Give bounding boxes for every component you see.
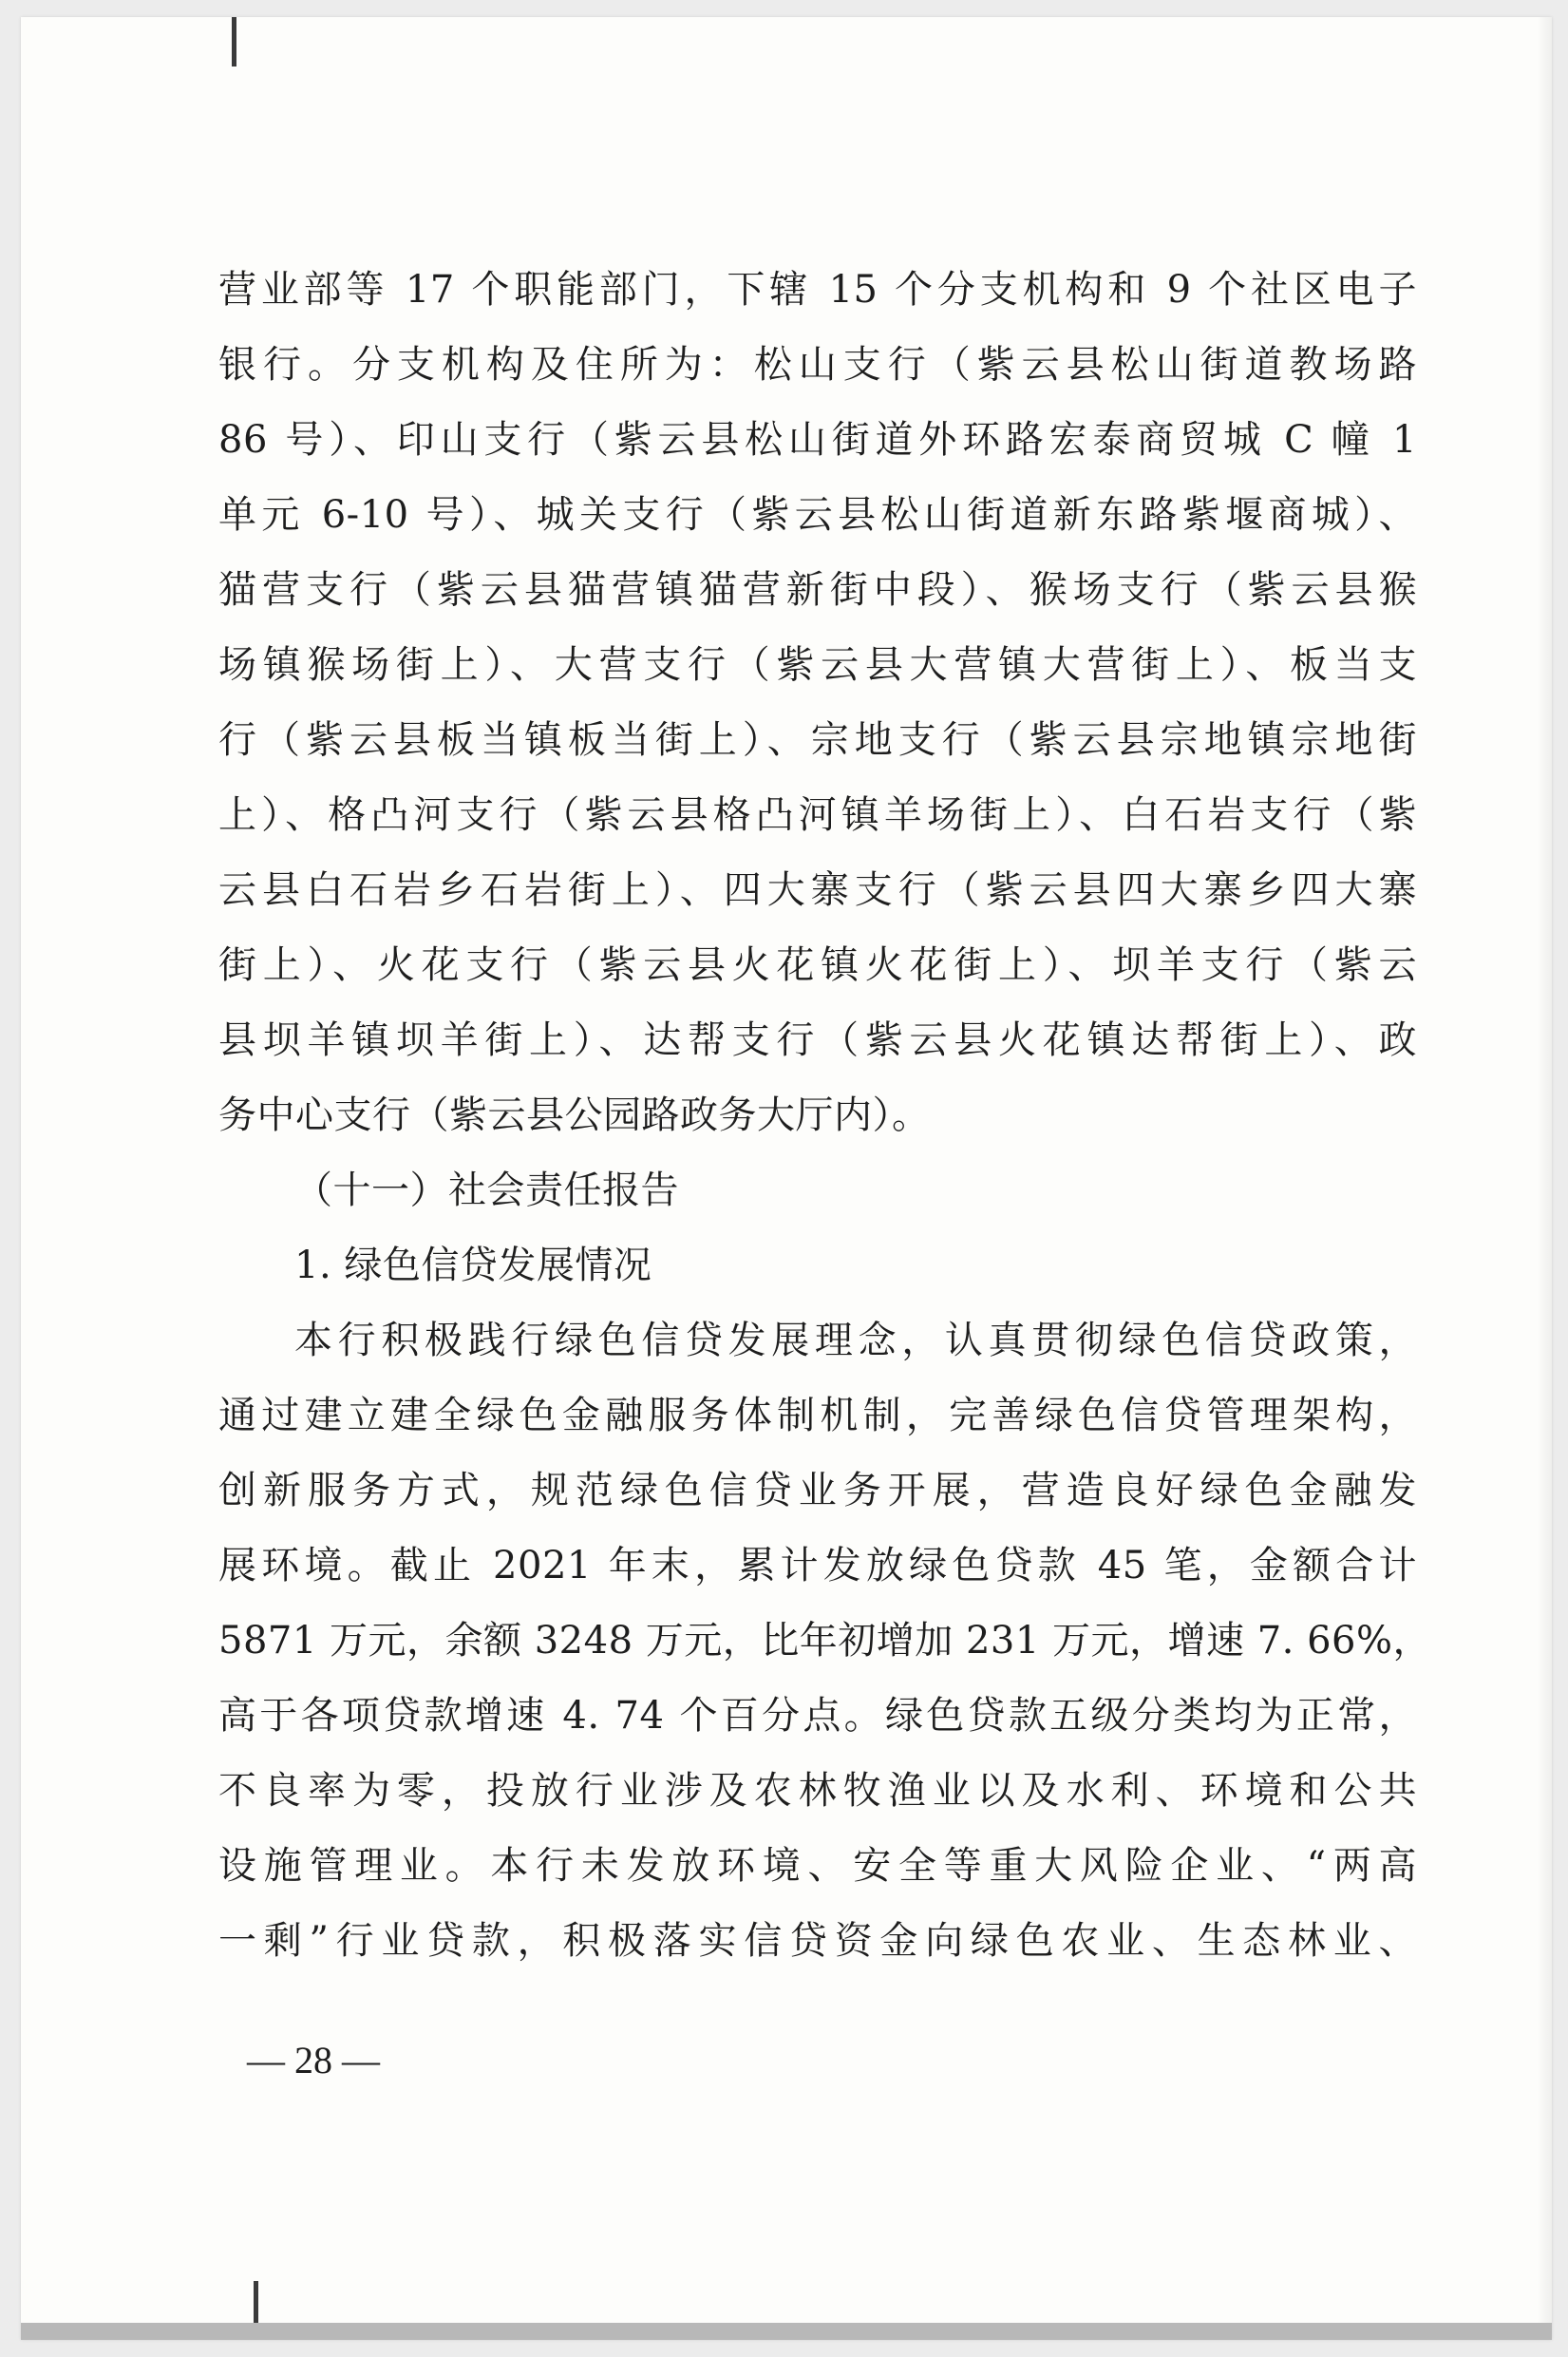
text-line: 86 号）、印山支行（紫云县松山街道外环路宏泰商贸城 C 幢 1 [218,418,1417,462]
text-line: 本行积极践行绿色信贷发展理念，认真贯彻绿色信贷政策， [294,1319,1417,1362]
text-line: 县坝羊镇坝羊街上）、达帮支行（紫云县火花镇达帮街上）、政 [218,1018,1417,1062]
text-line: 街上）、火花支行（紫云县火花镇火花街上）、坝羊支行（紫云 [218,943,1417,987]
section-heading: （十一）社会责任报告 [294,1169,679,1212]
page-number: — 28 — [247,2039,380,2081]
text-line: 5871 万元，余额 3248 万元，比年初增加 231 万元，增速 7. 66%， [218,1619,1432,1663]
text-line: 不良率为零，投放行业涉及农林牧渔业以及水利、环境和公共 [218,1769,1417,1813]
document-page [21,17,1552,2340]
text-line: 通过建立建全绿色金融服务体制机制，完善绿色信贷管理架构， [218,1394,1417,1437]
text-line: 银行。分支机构及住所为：松山支行（紫云县松山街道教场路 [218,343,1417,387]
binding-mark-top [232,17,236,67]
text-line: 一剩”行业贷款，积极落实信贷资金向绿色农业、生态林业、 [218,1919,1417,1963]
subsection-heading: 1. 绿色信贷发展情况 [294,1244,652,1287]
text-line: 展环境。截止 2021 年末，累计发放绿色贷款 45 笔，金额合计 [218,1544,1417,1587]
body-text [218,253,1432,1979]
page-edge-shadow [1537,17,1552,2340]
text-line: 设施管理业。本行未发放环境、安全等重大风险企业、“两高 [218,1844,1417,1888]
text-line: 场镇猴场街上）、大营支行（紫云县大营镇大营街上）、板当支 [218,643,1417,687]
text-line: 上）、格凸河支行（紫云县格凸河镇羊场街上）、白石岩支行（紫 [218,793,1417,837]
text-line: 创新服务方式，规范绿色信贷业务开展，营造良好绿色金融发 [218,1469,1417,1512]
text-line: 云县白石岩乡石岩街上）、四大寨支行（紫云县四大寨乡四大寨 [218,868,1417,912]
text-line: 务中心支行（紫云县公园路政务大厅内）。 [218,1093,931,1137]
text-line: 猫营支行（紫云县猫营镇猫营新街中段）、猴场支行（紫云县猴 [218,568,1417,612]
text-line: 营业部等 17 个职能部门，下辖 15 个分支机构和 9 个社区电子 [218,268,1417,312]
scan-bottom-band [21,2323,1552,2340]
text-line: 单元 6-10 号）、城关支行（紫云县松山街道新东路紫堰商城）、 [218,493,1417,537]
text-line: 高于各项贷款增速 4. 74 个百分点。绿色贷款五级分类均为正常， [218,1694,1417,1738]
text-line: 行（紫云县板当镇板当街上）、宗地支行（紫云县宗地镇宗地街 [218,718,1417,762]
